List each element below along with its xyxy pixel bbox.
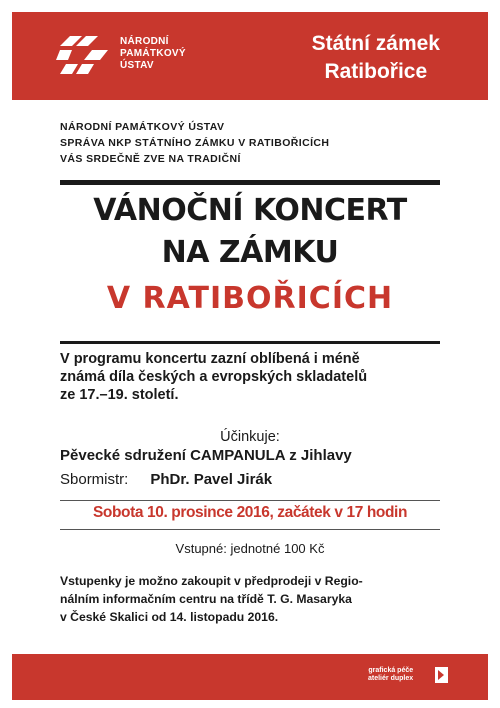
divider-bottom	[60, 529, 440, 530]
header-banner	[12, 12, 488, 100]
design-credit: grafická péče ateliér duplex	[368, 667, 414, 682]
footer-banner	[12, 654, 488, 700]
entry-fee: Vstupné: jednotné 100 Kč	[175, 541, 325, 556]
title-line-3: V RATIBOŘICÍCH	[106, 281, 394, 316]
conductor-label: Sbormistr:	[60, 471, 129, 488]
organization-name: NÁRODNÍ PAMÁTKOVÝ ÚSTAV	[120, 36, 186, 71]
performers-label: Účinkuje:	[220, 429, 280, 445]
divider-top	[60, 500, 440, 501]
place-name: Státní zámek Ratibořice	[311, 32, 440, 83]
title-rule-top	[60, 180, 440, 185]
intro-text: NÁRODNÍ PAMÁTKOVÝ ÚSTAV SPRÁVA NKP STÁTNÍHO ZÁMKU V RATIBOŘICÍCH VÁS SRDEČNĚ ZVE NA TRADIČNÍ	[60, 121, 330, 165]
title-line-2: NA ZÁMKU	[161, 235, 339, 270]
conductor-name: PhDr. Pavel Jirák	[150, 471, 273, 488]
conductor	[60, 470, 272, 490]
title-rule-bottom	[60, 341, 440, 344]
title-line-1: VÁNOČNÍ KONCERT	[93, 193, 407, 228]
duplex-logo-icon	[435, 667, 448, 683]
event-date: Sobota 10. prosince 2016, začátek v 17 hodin	[92, 504, 408, 521]
choir-name: Pěvecké sdružení CAMPANULA z Jihlavy	[60, 447, 352, 464]
program-description: V programu koncertu zazní oblíbená i méně známá díla českých a evropských skladatelů ze 17.–19. století.	[60, 351, 368, 403]
npu-logo-icon	[56, 34, 110, 76]
ticket-info: Vstupenky je možno zakoupit v předprodeji v Regio- nálním informačním centru na třídě T. G. Masaryka v České Skalici od 14. listopadu 2016.	[60, 574, 363, 624]
